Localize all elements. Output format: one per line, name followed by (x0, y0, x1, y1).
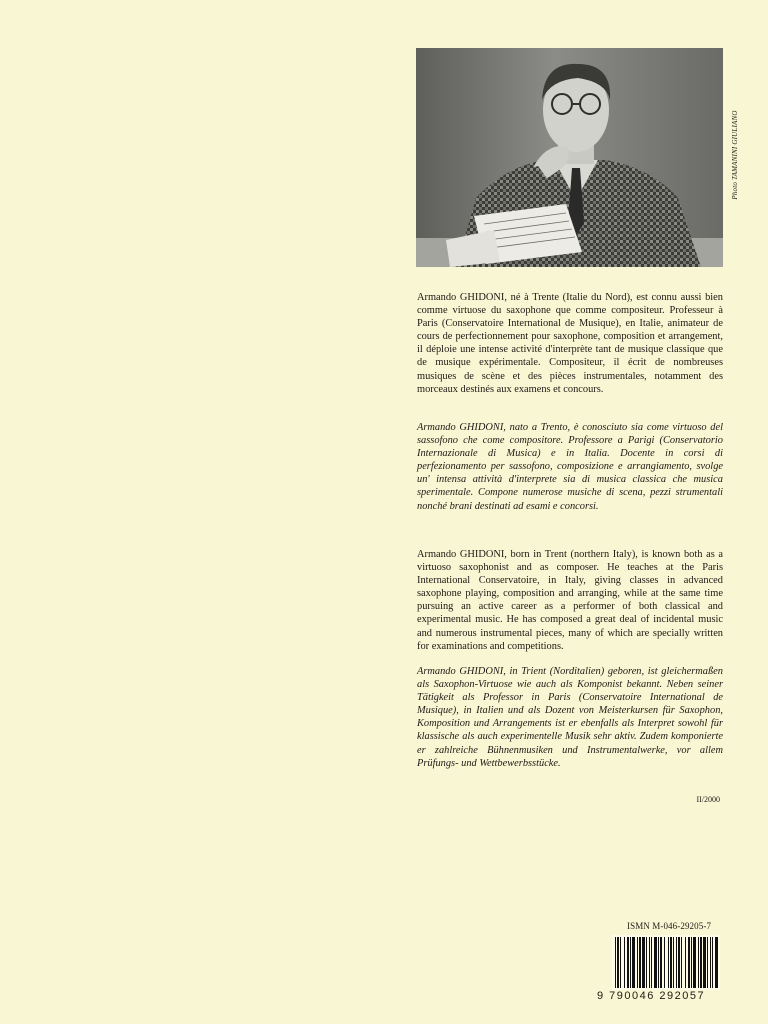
barcode-bar (688, 937, 690, 988)
bio-english: Armando GHIDONI, born in Trent (northern Italy), is known both as a virtuoso saxophonist and as composer. He teaches at the Paris International Conservatoire, in Italy, giving classes in advanced saxophone playing, composition and arranging, while at the same time pursuing an active career as a performer of both classical and experimental music. He has composed a great deal of incidental music and numerous instrumental pieces, many of which are specially written for examinations and competitions. (417, 549, 723, 652)
barcode-bar (624, 937, 625, 988)
barcode-bar (627, 937, 629, 988)
barcode-bar (620, 937, 621, 988)
barcode-bar (707, 937, 708, 988)
ismn-label: ISMN M-046-29205-7 (627, 921, 712, 931)
barcode-bar (639, 937, 641, 988)
bio-italian: Armando GHIDONI, nato a Trento, è conosciuto sia come virtuoso del sassofono che come compositore. Professore a Parigi (Conservatorio Internazionale di Musica) e in Italia. Docente in corsi di perfezionamento per sassofono, composizione e arrangiamento, svolge un' intensa attività d'interprete sia di musica classica che musica sperimentale. Compone numerose musiche di scena, pezzi strumentali nonché brani destinati ad esami e concorsi. (417, 422, 723, 512)
barcode-bar (685, 937, 686, 988)
barcode-bar (664, 937, 665, 988)
barcode-bar (630, 937, 631, 988)
barcode-bar (710, 937, 711, 988)
barcode-bar (681, 937, 682, 988)
bio-german: Armando GHIDONI, in Trient (Norditalien) geboren, ist gleichermaßen als Saxophon-Virtuose wie auch als Komponist bekannt. Neben seiner Tätigkeit als Professor in Paris (Conservatoire International de Musique), in Italien und als Dozent von Meisterkursen für Saxophon, Komposition und Arrangements ist er ebenfalls als Interpret sowohl für klassische als auch experimentelle Musik sehr aktiv. Zudem komponierte er zahlreiche Bühnenmusiken und Instrumentalwerke, vor allem Prüfungs- und Wettbewerbsstücke. (417, 666, 723, 769)
barcode-bar (703, 937, 706, 988)
barcode-digits: 9 790046 292057 (597, 990, 706, 1002)
barcode-bar (646, 937, 647, 988)
barcode-bar (668, 937, 669, 988)
barcode-bar (676, 937, 677, 988)
barcode-bar (637, 937, 638, 988)
barcode-bar (654, 937, 657, 988)
barcode-bar (670, 937, 672, 988)
barcode-bar (617, 937, 619, 988)
barcode-bar (691, 937, 692, 988)
barcode-bar (700, 937, 702, 988)
barcode-bar (651, 937, 652, 988)
barcode-bar (698, 937, 699, 988)
barcode-bar (632, 937, 635, 988)
barcode-bar (693, 937, 696, 988)
barcode-bar (712, 937, 713, 988)
barcode-bar (678, 937, 680, 988)
barcode-bar (658, 937, 659, 988)
photo-credit-text: Photo TAMANINI GIULIANO (731, 110, 739, 200)
barcode-bar (660, 937, 662, 988)
composer-photo (416, 48, 723, 267)
barcode-bar (673, 937, 674, 988)
barcode-bar (649, 937, 650, 988)
edition-code: II/2000 (696, 795, 720, 804)
barcode-bar (642, 937, 645, 988)
bio-french: Armando GHIDONI, né à Trente (Italie du Nord), est connu aussi bien comme virtuose du saxophone que comme compositeur. Professeur à Paris (Conservatoire International de Musique), en Italie, animateur de cours de perfectionnement pour saxophone, composition et arrangement, il déploie une intense activité d'interprète tant de musique classique que de musique expérimentale. Compositeur, il écrit de nombreuses musiques de scène et des pièces instrumentales, notamment des morceaux destinés aux examens et concours. (417, 292, 723, 395)
barcode-bar (615, 937, 616, 988)
barcode (612, 935, 720, 990)
barcode-bar (715, 937, 718, 988)
